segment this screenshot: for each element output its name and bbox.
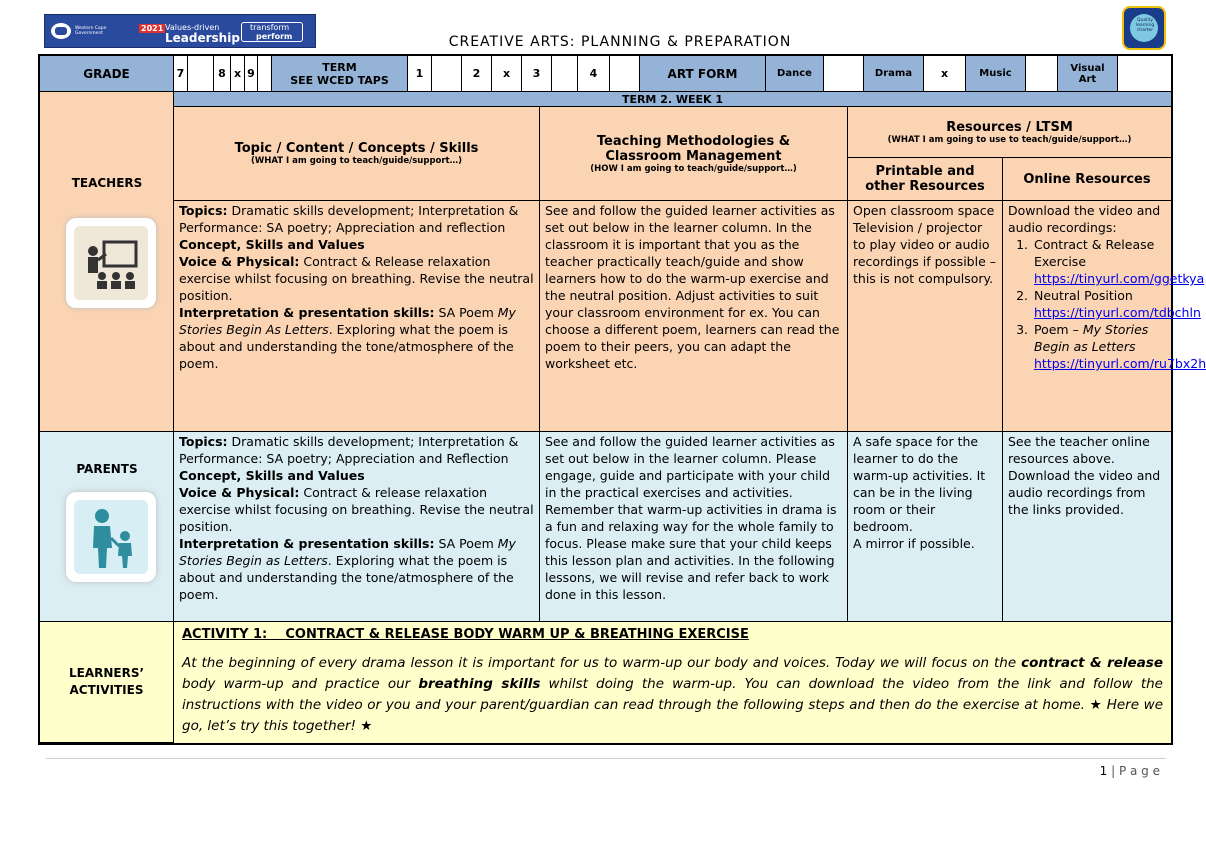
online-resource-title-italic: My Stories Begin as Letters <box>1034 322 1149 354</box>
parents-online-text: See the teacher online resources above. Download the video and audio recordings from the links provided. <box>1008 434 1161 517</box>
resources-header <box>848 107 1171 158</box>
teachers-concept-label: Concept, Skills and Values <box>179 237 365 252</box>
teachers-topics-label: Topics: <box>179 203 228 218</box>
page-separator: | <box>1111 764 1119 778</box>
teachers-online-cell <box>1003 201 1206 432</box>
teachers-poem-title: My Stories Begin As Letters <box>179 305 516 337</box>
parents-methodology-text: See and follow the guided learner activities as set out below in the learner column. Please engage, guide and participate with your child in the practical exercises and activities. Remember that warm-up activities in drama is a fun and relaxing way for the whole family to focus. Please make sure that your child keeps this lesson plan and activities. In the following lessons, we will revise and refer back to work done in this lesson. <box>545 434 837 602</box>
parents-topics-label: Topics: <box>179 434 228 449</box>
methodology-header-title: Teaching Methodologies & Classroom Management <box>596 133 791 164</box>
term-option <box>552 56 578 92</box>
online-resource-link[interactable]: https://tinyurl.com/ru7bx2h <box>1034 356 1206 371</box>
term-option <box>432 56 462 92</box>
teachers-topics-text: Dramatic skills development; Interpretation & Performance: SA poetry; Appreciation and reflection <box>179 203 519 235</box>
teachers-printable-text: Open classroom space Television / projector to play video or audio recordings if possible – this is not compulsory. <box>853 203 996 286</box>
activity-text-1: At the beginning of every drama lesson it is important for us to warm-up our body and voices. Today we will focus on the <box>182 655 1022 671</box>
parents-online-cell <box>1003 432 1171 622</box>
art-form-options <box>766 56 1171 92</box>
resources-header-title: Resources / LTSM <box>946 119 1073 135</box>
leadership-bottom: Leadership <box>165 31 240 45</box>
grade-options <box>174 56 272 92</box>
online-header: Online Resources <box>1003 158 1171 201</box>
term-option: x <box>492 56 522 92</box>
parents-label: PARENTS <box>76 462 138 476</box>
parents-printable-cell <box>848 432 1003 622</box>
parents-poem-title: My Stories Begin as Letters <box>179 536 516 568</box>
online-resource-link[interactable]: https://tinyurl.com/tdbchln <box>1034 305 1201 320</box>
grade-option <box>258 56 272 92</box>
transform-top: transform <box>250 23 290 32</box>
parents-topics-text: Dramatic skills development; Interpretation & Performance: SA poetry; Appreciation and Reflection <box>179 434 519 466</box>
teachers-interp-text-2: . Exploring what the poem is about and understanding the tone/atmosphere of the poem. <box>179 322 514 371</box>
activity-title: ACTIVITY 1: CONTRACT & RELEASE BODY WARM UP & BREATHING EXERCISE <box>182 627 749 642</box>
page-title: CREATIVE ARTS: PLANNING & PREPARATION <box>448 34 792 50</box>
term-option: 1 <box>408 56 432 92</box>
term-option <box>610 56 640 92</box>
online-resource-title: Contract & Release Exercise <box>1034 237 1155 269</box>
parents-printable-text-2: A mirror if possible. <box>853 536 975 551</box>
learners-label-line-2: ACTIVITIES <box>69 683 144 697</box>
transform-badge <box>241 22 303 42</box>
grade-option: x <box>231 56 245 92</box>
online-resource-title: Neutral Position <box>1034 288 1133 303</box>
teachers-printable-cell <box>848 201 1003 432</box>
grade-option: 7 <box>174 56 188 92</box>
teachers-label: TEACHERS <box>71 176 143 190</box>
activity-bold-1: contract & release <box>1021 655 1163 671</box>
teachers-voice-text: Contract & Release relaxation exercise whilst focusing on breathing. Revise the neutral position. <box>179 254 534 303</box>
parents-topic-cell <box>174 432 540 622</box>
art-form-option: Visual Art <box>1058 56 1118 92</box>
term-option: 3 <box>522 56 552 92</box>
transform-bottom: perform <box>256 32 293 41</box>
activity-text-3: whilst doing the warm-up. You can download the video from the link and follow the instructions with the video or you and your parent/guardian can read through the following steps and then do the exercise at home. ★ Here we go, let’s try this together! ★ <box>182 676 1163 734</box>
art-form-option <box>824 56 864 92</box>
parents-label-cell <box>40 432 174 622</box>
term-label <box>272 56 408 92</box>
art-form-option <box>1118 56 1171 92</box>
parents-interp-text-1: SA Poem <box>434 536 498 551</box>
header-logo-banner <box>44 14 316 48</box>
methodology-header <box>540 107 848 201</box>
parents-concept-label: Concept, Skills and Values <box>179 468 365 483</box>
term-option: 4 <box>578 56 610 92</box>
online-resource-link[interactable]: https://tinyurl.com/ggetkya <box>1034 271 1205 286</box>
teachers-voice-label: Voice & Physical: <box>179 254 300 269</box>
topic-header-sub: (WHAT I am going to teach/guide/support…) <box>250 156 463 166</box>
planning-table <box>38 54 1206 745</box>
leadership-year: 2021 <box>141 24 164 33</box>
online-resource-item <box>1032 321 1206 372</box>
activity-text-2: body warm-up and practice our <box>182 676 419 692</box>
printable-header: Printable and other Resources <box>848 158 1003 201</box>
topic-header-title: Topic / Content / Concepts / Skills <box>234 141 479 156</box>
online-resource-title: Poem – <box>1034 322 1083 337</box>
wcg-logo-text: Western Cape Government <box>75 26 107 36</box>
teachers-interp-text-1: SA Poem <box>434 305 498 320</box>
wcg-logo <box>51 23 71 39</box>
art-form-option <box>1026 56 1058 92</box>
learners-activity-cell <box>174 622 1171 743</box>
activity-bold-2: breathing skills <box>418 676 541 692</box>
learners-label-line-1: LEARNERS’ <box>68 666 145 680</box>
parents-printable-text: A safe space for the learner to do the warm-up activities. It can be in the living room or their bedroom. <box>853 434 986 534</box>
art-form-option: Drama <box>864 56 924 92</box>
topic-header <box>174 107 540 201</box>
teachers-methodology-text: See and follow the guided learner activities as set out below in the learner column. In the classroom it is important that you as the teacher practically teach/guide and show learners how to do the warm-up exercise and the neutral position. Adjust activities to suit your classroom environment for ex. You can choose a different poem, learners can read the poem to their peers, you can adapt the worksheet etc. <box>545 203 840 371</box>
parent-child-icon <box>66 492 156 582</box>
teachers-topic-cell <box>174 201 540 432</box>
parents-voice-text: Contract & release relaxation exercise whilst focusing on breathing. Revise the neutral position. <box>179 485 534 534</box>
grade-option: 9 <box>245 56 258 92</box>
leadership-top: Values-driven <box>165 23 220 32</box>
activity-description <box>182 653 1163 737</box>
resources-header-sub: (WHAT I am going to use to teach/guide/support…) <box>887 134 1132 145</box>
methodology-header-sub: (HOW I am going to teach/guide/support…) <box>590 163 797 174</box>
quality-charter-badge <box>1122 6 1166 50</box>
art-form-label: ART FORM <box>640 56 766 92</box>
term-label-line-2: SEE WCED TAPS <box>290 73 389 87</box>
grade-label: GRADE <box>40 56 174 92</box>
quality-badge-text: Quality learning charter <box>1135 18 1155 33</box>
art-form-option: Music <box>966 56 1026 92</box>
teachers-methodology-cell <box>540 201 848 432</box>
page-label: P a g e <box>1118 764 1160 778</box>
teachers-interp-label: Interpretation & presentation skills: <box>179 305 435 320</box>
footer-rule <box>46 758 1166 759</box>
term-week-heading: TERM 2. WEEK 1 <box>174 92 1171 107</box>
art-form-option: Dance <box>766 56 824 92</box>
page-number: 1 <box>1099 764 1108 778</box>
grade-option: 8 <box>214 56 231 92</box>
parents-interp-label: Interpretation & presentation skills: <box>179 536 435 551</box>
term-option: 2 <box>462 56 492 92</box>
teachers-label-cell <box>40 92 174 432</box>
parents-interp-text-2: . Exploring what the poem is about and understanding the tone/atmosphere of the poem. <box>179 553 514 602</box>
online-resource-item <box>1032 287 1201 321</box>
term-options <box>408 56 640 92</box>
teachers-online-list <box>1008 236 1206 372</box>
grade-option <box>188 56 214 92</box>
teachers-online-intro: Download the video and audio recordings: <box>1008 203 1161 235</box>
parents-methodology-cell <box>540 432 848 622</box>
page-footer <box>1080 764 1160 778</box>
teacher-icon <box>66 218 156 308</box>
online-resource-item <box>1032 236 1205 287</box>
learners-label-cell <box>40 622 174 743</box>
term-label-line-1: TERM <box>322 60 357 74</box>
art-form-option: x <box>924 56 966 92</box>
parents-voice-label: Voice & Physical: <box>179 485 300 500</box>
